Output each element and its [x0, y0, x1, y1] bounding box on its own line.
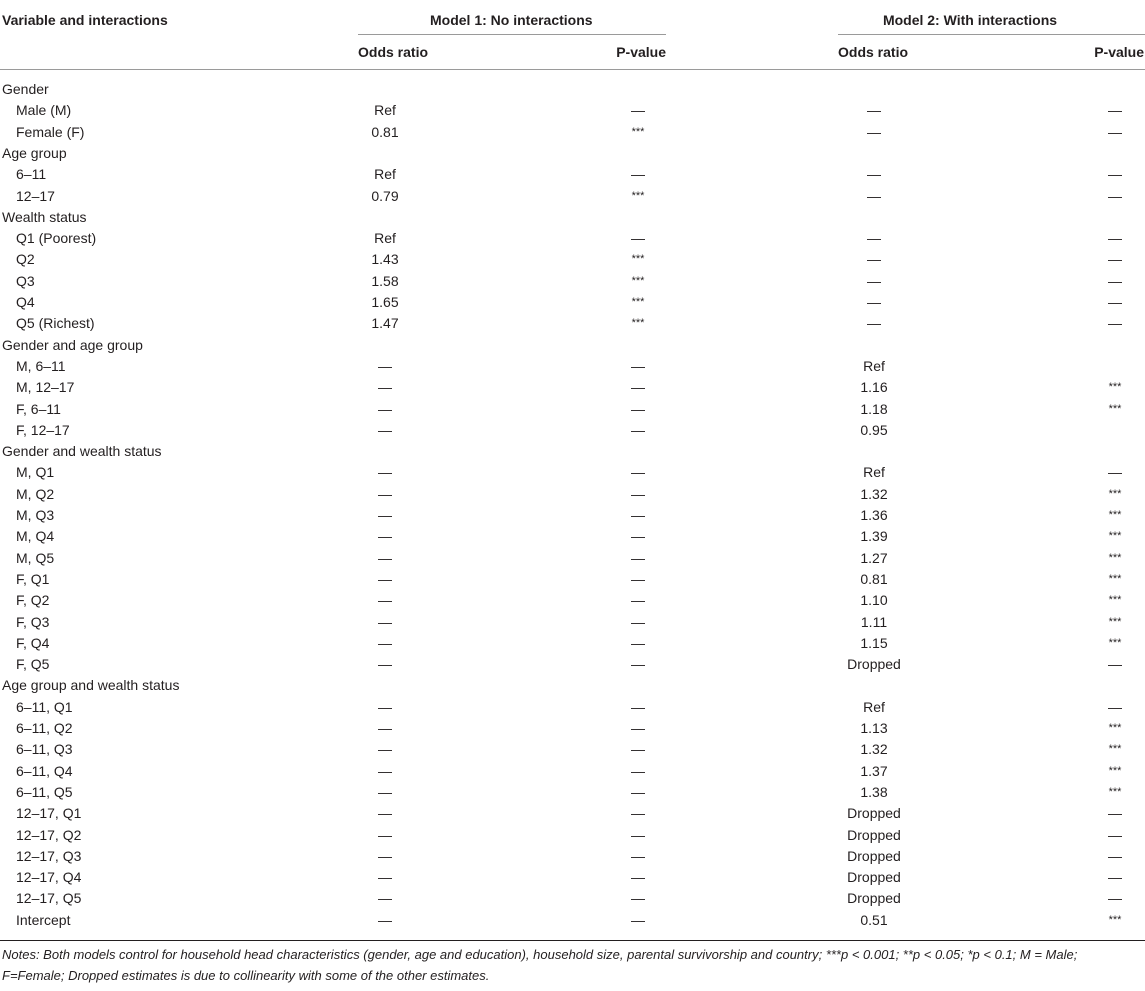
header-odds-ratio-2: Odds ratio: [838, 44, 909, 60]
p-value-model2: —: [1108, 826, 1122, 843]
table-row: [0, 505, 1145, 526]
row-label: Q2: [16, 251, 35, 268]
p-value-model1: —: [631, 592, 645, 609]
p-value-model2: —: [1108, 123, 1122, 140]
p-value-model1: —: [631, 720, 645, 736]
odds-ratio-model2: 1.18: [860, 400, 888, 417]
p-value-model2: [1055, 420, 1145, 441]
p-value-model1: —: [631, 762, 645, 779]
odds-ratio-model1: —: [378, 911, 392, 928]
p-value-model2: ***: [1108, 381, 1122, 394]
odds-ratio-model2: —: [867, 315, 881, 332]
odds-ratio-model1: —: [378, 634, 392, 651]
odds-ratio-model2: Ref: [863, 464, 885, 481]
table-row: [0, 718, 1145, 739]
p-value-model2: —: [1108, 847, 1122, 864]
odds-ratio-model2: 1.10: [860, 592, 888, 609]
p-value-model1: —: [631, 826, 645, 843]
table-row: [0, 377, 1145, 398]
p-value-model2: —: [1108, 294, 1122, 310]
row-label: 12–17, Q4: [16, 869, 82, 886]
p-value-model1: ***: [631, 296, 645, 308]
odds-ratio-model2: 1.37: [860, 762, 888, 779]
p-value-model2: —: [1108, 890, 1122, 907]
p-value-model2: —: [1108, 102, 1122, 119]
odds-ratio-model2: Ref: [863, 357, 885, 374]
table-row: [0, 186, 1145, 207]
table-row: [0, 164, 1145, 185]
p-value-model2: ***: [1108, 551, 1122, 564]
p-value-model1: ***: [631, 317, 645, 330]
odds-ratio-model2: 1.36: [860, 507, 888, 523]
odds-ratio-model2: 0.81: [860, 570, 888, 587]
table-row: [0, 590, 1145, 611]
odds-ratio-model2: 0.51: [860, 911, 888, 928]
odds-ratio-model1: —: [378, 890, 392, 907]
odds-ratio-model1: —: [378, 698, 392, 715]
table-row: [0, 462, 1145, 483]
odds-ratio-model2: 1.38: [860, 783, 888, 800]
p-value-model1: —: [631, 485, 645, 502]
p-value-model1: —: [631, 570, 645, 587]
table-row: [0, 399, 1145, 420]
odds-ratio-model1: —: [378, 570, 392, 587]
p-value-model1: —: [631, 911, 645, 928]
odds-ratio-model2: Dropped: [847, 869, 901, 886]
row-label: Q1 (Poorest): [16, 230, 97, 247]
row-label: 12–17, Q3: [16, 847, 82, 864]
table-row: [0, 249, 1145, 270]
odds-ratio-model1: Ref: [374, 166, 396, 183]
p-value-model2: ***: [1108, 487, 1122, 500]
table-notes: Notes: Both models control for household head characteristics (gender, age and education), household size, parental survivorship and country; ***p < 0.001; **p < 0.05; *p < 0.1; M = Male; F=Female; Dropped estimates is due to collinearity with some of the other estimates.: [2, 947, 1078, 983]
odds-ratio-model2: Dropped: [847, 890, 901, 907]
table-row: [0, 313, 1145, 334]
table-row: [0, 100, 1145, 121]
odds-ratio-model2: —: [867, 294, 881, 310]
group-row: [0, 335, 1145, 356]
table-row: [0, 633, 1145, 654]
table-row: [0, 803, 1145, 824]
odds-ratio-model2: Ref: [863, 698, 885, 715]
odds-ratio-model2: —: [867, 166, 881, 183]
p-value-model1: —: [631, 890, 645, 907]
group-label: Age group: [2, 144, 67, 161]
header-bottom-rule: [0, 69, 1145, 70]
odds-ratio-model2: —: [867, 251, 881, 268]
p-value-model1: —: [631, 805, 645, 822]
p-value-model2: —: [1108, 251, 1122, 268]
row-label: F, Q1: [16, 570, 50, 587]
table-row: [0, 356, 1145, 377]
p-value-model2: —: [1108, 869, 1122, 886]
odds-ratio-model2: 1.32: [860, 741, 888, 758]
row-label: 12–17, Q1: [16, 805, 82, 822]
odds-ratio-model1: —: [378, 869, 392, 886]
odds-ratio-model2: 1.15: [860, 634, 888, 651]
odds-ratio-model2: Dropped: [847, 656, 901, 673]
p-value-model2: —: [1108, 187, 1122, 204]
p-value-model1: —: [631, 102, 645, 119]
row-label: F, Q4: [16, 634, 50, 651]
odds-ratio-model1: —: [378, 720, 392, 736]
row-label: M, Q3: [16, 507, 55, 523]
table-row: [0, 420, 1145, 441]
group-row: [0, 143, 1145, 164]
odds-ratio-model1: —: [378, 379, 392, 396]
row-label: Q5 (Richest): [16, 315, 95, 332]
p-value-model2: —: [1108, 464, 1122, 481]
p-value-model1: —: [631, 528, 645, 545]
table-row: [0, 122, 1145, 143]
odds-ratio-model2: 1.11: [860, 613, 888, 630]
odds-ratio-model2: —: [867, 230, 881, 247]
odds-ratio-model2: 1.39: [860, 528, 888, 545]
odds-ratio-model1: 1.47: [371, 315, 399, 332]
table-row: [0, 697, 1145, 718]
row-label: Q4: [16, 294, 35, 310]
table-row: [0, 526, 1145, 547]
p-value-model2: ***: [1108, 402, 1122, 415]
table-row: [0, 484, 1145, 505]
p-value-model1: —: [631, 507, 645, 523]
row-label: Female (F): [16, 123, 85, 140]
group-row: [0, 675, 1145, 696]
p-value-model2: ***: [1108, 785, 1122, 798]
row-label: M, Q2: [16, 485, 55, 502]
p-value-model2: ***: [1108, 530, 1122, 543]
odds-ratio-model1: —: [378, 762, 392, 779]
header-variable: Variable and interactions: [2, 12, 168, 28]
odds-ratio-model1: 0.81: [371, 123, 399, 140]
p-value-model1: —: [631, 379, 645, 396]
odds-ratio-model1: —: [378, 592, 392, 609]
row-label: Q3: [16, 272, 35, 289]
row-label: 6–11: [16, 166, 47, 183]
group-label: Gender: [2, 81, 49, 97]
header-p-value-2: P-value: [1094, 44, 1144, 60]
table-bottom-rule: [0, 940, 1145, 941]
table-row: [0, 825, 1145, 846]
odds-ratio-model2: 1.13: [860, 720, 888, 736]
group-label: Wealth status: [2, 208, 87, 225]
odds-ratio-model1: —: [378, 656, 392, 673]
row-label: Intercept: [16, 911, 71, 928]
table-row: [0, 569, 1145, 590]
p-value-model2: —: [1108, 230, 1122, 247]
row-label: Male (M): [16, 102, 72, 119]
p-value-model1: —: [631, 400, 645, 417]
p-value-model2: ***: [1108, 636, 1122, 649]
table-row: [0, 612, 1145, 633]
p-value-model1: —: [631, 634, 645, 651]
p-value-model2: —: [1108, 698, 1122, 715]
odds-ratio-model1: —: [378, 528, 392, 545]
p-value-model1: —: [631, 741, 645, 758]
p-value-model1: —: [631, 613, 645, 630]
table-row: [0, 654, 1145, 675]
odds-ratio-model1: Ref: [374, 102, 396, 119]
p-value-model1: —: [631, 698, 645, 715]
row-label: M, 12–17: [16, 379, 75, 396]
table-row: [0, 271, 1145, 292]
p-value-model2: ***: [1108, 722, 1122, 734]
odds-ratio-model1: —: [378, 613, 392, 630]
odds-ratio-model2: —: [867, 272, 881, 289]
odds-ratio-model1: —: [378, 783, 392, 800]
p-value-model2: ***: [1108, 615, 1122, 628]
p-value-model2: ***: [1108, 509, 1122, 521]
p-value-model2: —: [1108, 166, 1122, 183]
odds-ratio-model1: —: [378, 549, 392, 566]
header-model2: Model 2: With interactions: [882, 12, 1058, 28]
row-label: F, 6–11: [16, 400, 61, 417]
table-row: [0, 292, 1145, 313]
p-value-model2: ***: [1108, 764, 1122, 777]
odds-ratio-model2: 1.27: [860, 549, 888, 566]
p-value-model1: —: [631, 464, 645, 481]
table-row: [0, 548, 1145, 569]
odds-ratio-model1: —: [378, 805, 392, 822]
row-label: 12–17, Q2: [16, 826, 82, 843]
odds-ratio-model2: Dropped: [847, 805, 901, 822]
odds-ratio-model2: —: [867, 102, 881, 119]
p-value-model2: ***: [1108, 913, 1122, 926]
table-row: [0, 228, 1145, 249]
odds-ratio-model1: 1.43: [371, 251, 399, 268]
odds-ratio-model2: —: [867, 187, 881, 204]
p-value-model1: —: [631, 230, 645, 247]
p-value-model1: ***: [631, 253, 645, 266]
table-row: [0, 761, 1145, 782]
row-label: 6–11, Q1: [16, 698, 73, 715]
group-row: [0, 79, 1145, 100]
row-label: 6–11, Q5: [16, 783, 73, 800]
p-value-model1: —: [631, 166, 645, 183]
p-value-model2: ***: [1108, 572, 1122, 585]
odds-ratio-model2: 1.32: [860, 485, 888, 502]
row-label: 6–11, Q4: [16, 762, 73, 779]
row-label: M, Q4: [16, 528, 55, 545]
model2-rule: [838, 34, 1145, 35]
odds-ratio-model2: —: [867, 123, 881, 140]
p-value-model1: —: [631, 421, 645, 438]
row-label: M, Q1: [16, 464, 55, 481]
p-value-model2: ***: [1108, 743, 1122, 756]
odds-ratio-model1: —: [378, 847, 392, 864]
odds-ratio-model2: Dropped: [847, 826, 901, 843]
p-value-model1: —: [631, 549, 645, 566]
group-label: Age group and wealth status: [2, 677, 180, 694]
row-label: 6–11, Q2: [16, 720, 73, 736]
table-row: [0, 867, 1145, 888]
odds-ratio-model1: —: [378, 485, 392, 502]
group-row: [0, 441, 1145, 462]
row-label: M, 6–11: [16, 357, 66, 374]
odds-ratio-model2: 1.16: [860, 379, 888, 396]
p-value-model2: —: [1108, 656, 1122, 673]
odds-ratio-model1: 1.58: [371, 272, 399, 289]
p-value-model1: ***: [631, 189, 645, 202]
p-value-model2: ***: [1108, 594, 1122, 607]
group-label: Gender and wealth status: [2, 443, 162, 460]
p-value-model2: —: [1108, 315, 1122, 332]
odds-ratio-model2: Dropped: [847, 847, 901, 864]
table-row: [0, 910, 1145, 931]
row-label: F, Q2: [16, 592, 50, 609]
header-model1: Model 1: No interactions: [430, 12, 593, 28]
odds-ratio-model1: —: [378, 357, 392, 374]
odds-ratio-model1: —: [378, 400, 392, 417]
p-value-model2: —: [1108, 272, 1122, 289]
odds-ratio-model1: 0.79: [371, 187, 399, 204]
header-odds-ratio-1: Odds ratio: [358, 44, 429, 60]
p-value-model1: —: [631, 656, 645, 673]
table-row: [0, 739, 1145, 760]
p-value-model2: —: [1108, 805, 1122, 822]
row-label: F, Q3: [16, 613, 50, 630]
odds-ratio-model1: —: [378, 826, 392, 843]
odds-ratio-model1: —: [378, 464, 392, 481]
p-value-model2: [1055, 356, 1145, 377]
odds-ratio-model1: —: [378, 741, 392, 758]
odds-ratio-model2: 0.95: [860, 421, 888, 438]
row-label: 6–11, Q3: [16, 741, 73, 758]
odds-ratio-model1: 1.65: [371, 294, 399, 310]
model1-rule: [358, 34, 666, 35]
row-label: 12–17, Q5: [16, 890, 82, 907]
odds-ratio-model1: —: [378, 507, 392, 523]
table-row: [0, 846, 1145, 867]
table-row: [0, 888, 1145, 909]
row-label: 12–17: [16, 187, 55, 204]
p-value-model1: ***: [631, 274, 645, 287]
row-label: F, Q5: [16, 656, 50, 673]
row-label: M, Q5: [16, 549, 55, 566]
group-row: [0, 207, 1145, 228]
group-label: Gender and age group: [2, 336, 143, 353]
odds-ratio-model1: —: [378, 421, 392, 438]
table-row: [0, 782, 1145, 803]
odds-ratio-model1: Ref: [374, 230, 396, 247]
p-value-model1: —: [631, 783, 645, 800]
p-value-model1: —: [631, 847, 645, 864]
p-value-model1: ***: [631, 125, 645, 138]
p-value-model1: —: [631, 357, 645, 374]
row-label: F, 12–17: [16, 421, 70, 438]
header-p-value-1: P-value: [616, 44, 666, 60]
p-value-model1: —: [631, 869, 645, 886]
